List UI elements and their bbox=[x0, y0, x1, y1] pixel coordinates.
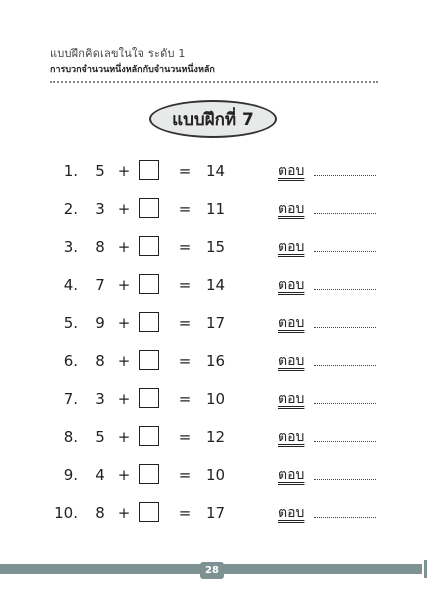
plus-sign: + bbox=[117, 314, 131, 332]
plus-sign: + bbox=[117, 200, 131, 218]
header-subtitle: การบวกจำนวนหนึ่งหลักกับจำนวนหนึ่งหลัก bbox=[50, 65, 215, 75]
equals-sign: = bbox=[178, 162, 192, 180]
answer-line[interactable] bbox=[314, 289, 376, 290]
answer-blank-box[interactable] bbox=[139, 312, 159, 332]
page-number: 28 bbox=[200, 562, 224, 579]
answer-line[interactable] bbox=[314, 365, 376, 366]
problem-row bbox=[0, 500, 428, 526]
answer-line[interactable] bbox=[314, 251, 376, 252]
problem-number: 2. bbox=[63, 200, 78, 218]
answer-line[interactable] bbox=[314, 403, 376, 404]
addend: 5 bbox=[95, 162, 105, 180]
addend: 3 bbox=[95, 200, 105, 218]
answer-blank-box[interactable] bbox=[139, 198, 159, 218]
plus-sign: + bbox=[117, 276, 131, 294]
answer-label: ตอบ bbox=[278, 163, 305, 179]
equals-sign: = bbox=[178, 238, 192, 256]
problem-number: 9. bbox=[63, 466, 78, 484]
answer-label: ตอบ bbox=[278, 277, 305, 293]
sum-value: 12 bbox=[206, 428, 226, 446]
addend: 5 bbox=[95, 428, 105, 446]
problem-row bbox=[0, 272, 428, 298]
sum-value: 14 bbox=[206, 162, 226, 180]
problem-row bbox=[0, 424, 428, 450]
equals-sign: = bbox=[178, 504, 192, 522]
sum-value: 17 bbox=[206, 314, 226, 332]
answer-line[interactable] bbox=[314, 441, 376, 442]
equals-sign: = bbox=[178, 390, 192, 408]
sum-value: 14 bbox=[206, 276, 226, 294]
addend: 9 bbox=[95, 314, 105, 332]
problem-row bbox=[0, 386, 428, 412]
plus-sign: + bbox=[117, 466, 131, 484]
answer-line[interactable] bbox=[314, 517, 376, 518]
problem-row bbox=[0, 310, 428, 336]
problem-number: 6. bbox=[63, 352, 78, 370]
sum-value: 10 bbox=[206, 390, 226, 408]
answer-label: ตอบ bbox=[278, 391, 305, 407]
answer-label: ตอบ bbox=[278, 429, 305, 445]
equals-sign: = bbox=[178, 352, 192, 370]
sum-value: 11 bbox=[206, 200, 226, 218]
sum-value: 16 bbox=[206, 352, 226, 370]
answer-line[interactable] bbox=[314, 479, 376, 480]
sum-value: 17 bbox=[206, 504, 226, 522]
answer-line[interactable] bbox=[314, 213, 376, 214]
equals-sign: = bbox=[178, 200, 192, 218]
answer-blank-box[interactable] bbox=[139, 350, 159, 370]
addend: 8 bbox=[95, 504, 105, 522]
problem-number: 10. bbox=[54, 504, 78, 522]
plus-sign: + bbox=[117, 162, 131, 180]
plus-sign: + bbox=[117, 428, 131, 446]
sum-value: 10 bbox=[206, 466, 226, 484]
addend: 8 bbox=[95, 238, 105, 256]
exercise-title: แบบฝึกที่ 7 bbox=[172, 109, 254, 130]
equals-sign: = bbox=[178, 428, 192, 446]
equals-sign: = bbox=[178, 314, 192, 332]
footer-edge-mark bbox=[424, 560, 427, 578]
problem-number: 1. bbox=[63, 162, 78, 180]
plus-sign: + bbox=[117, 390, 131, 408]
problem-row bbox=[0, 348, 428, 374]
equals-sign: = bbox=[178, 276, 192, 294]
problem-row bbox=[0, 158, 428, 184]
answer-blank-box[interactable] bbox=[139, 388, 159, 408]
problem-row bbox=[0, 234, 428, 260]
answer-label: ตอบ bbox=[278, 353, 305, 369]
answer-blank-box[interactable] bbox=[139, 426, 159, 446]
problem-row bbox=[0, 462, 428, 488]
plus-sign: + bbox=[117, 238, 131, 256]
problem-number: 3. bbox=[63, 238, 78, 256]
sum-value: 15 bbox=[206, 238, 226, 256]
answer-blank-box[interactable] bbox=[139, 236, 159, 256]
answer-label: ตอบ bbox=[278, 505, 305, 521]
answer-label: ตอบ bbox=[278, 315, 305, 331]
answer-blank-box[interactable] bbox=[139, 274, 159, 294]
equals-sign: = bbox=[178, 466, 192, 484]
problem-number: 8. bbox=[63, 428, 78, 446]
addend: 7 bbox=[95, 276, 105, 294]
addend: 8 bbox=[95, 352, 105, 370]
addend: 3 bbox=[95, 390, 105, 408]
answer-label: ตอบ bbox=[278, 467, 305, 483]
answer-label: ตอบ bbox=[278, 239, 305, 255]
answer-blank-box[interactable] bbox=[139, 502, 159, 522]
problem-number: 5. bbox=[63, 314, 78, 332]
addend: 4 bbox=[95, 466, 105, 484]
answer-label: ตอบ bbox=[278, 201, 305, 217]
plus-sign: + bbox=[117, 504, 131, 522]
problem-number: 7. bbox=[63, 390, 78, 408]
answer-line[interactable] bbox=[314, 175, 376, 176]
answer-line[interactable] bbox=[314, 327, 376, 328]
plus-sign: + bbox=[117, 352, 131, 370]
problem-row bbox=[0, 196, 428, 222]
answer-blank-box[interactable] bbox=[139, 160, 159, 180]
answer-blank-box[interactable] bbox=[139, 464, 159, 484]
problem-number: 4. bbox=[63, 276, 78, 294]
header-title: แบบฝึกคิดเลขในใจ ระดับ 1 bbox=[50, 47, 186, 60]
